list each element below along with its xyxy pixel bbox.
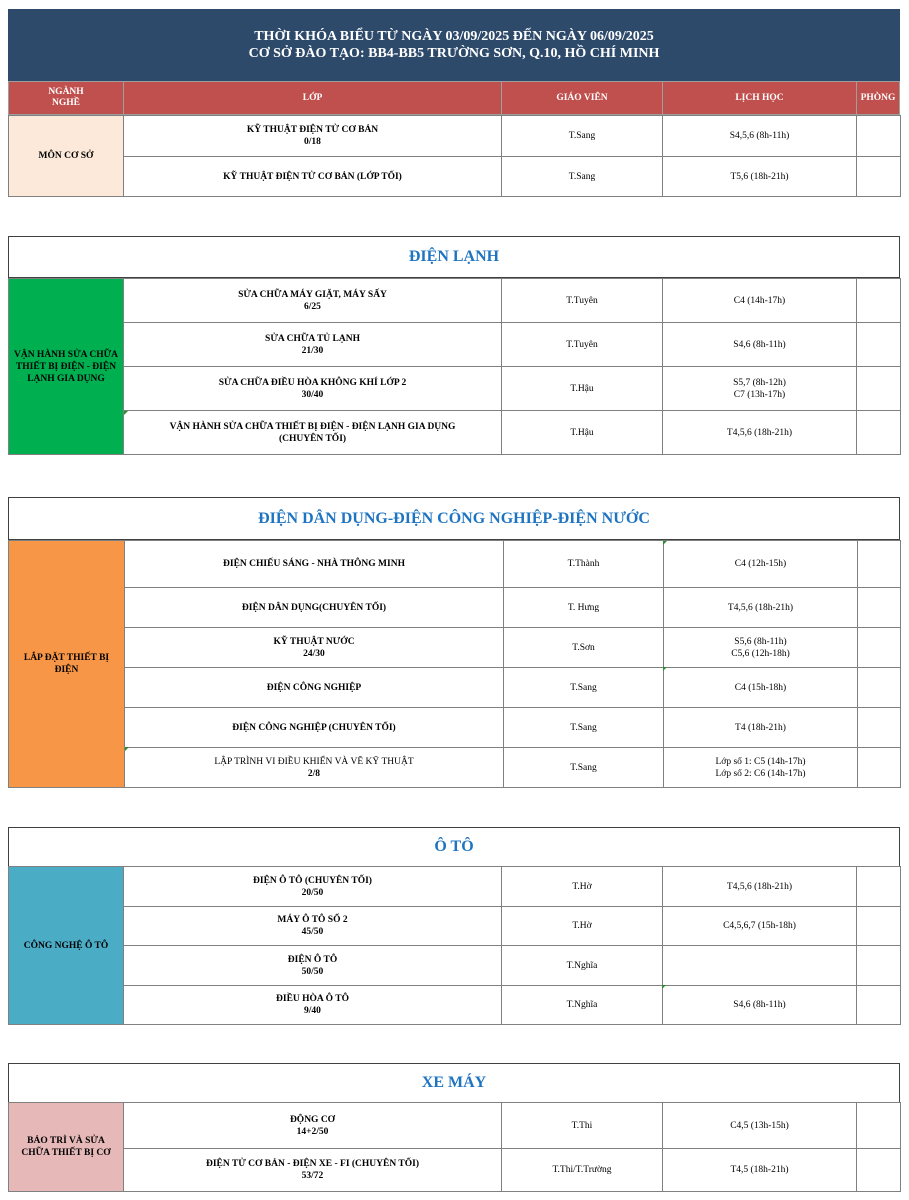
table-row [9, 668, 901, 708]
schedule-cell [663, 1103, 857, 1149]
schedule-cell [663, 116, 857, 157]
schedule-cell [664, 628, 858, 668]
table-dien-lanh [8, 278, 901, 455]
class-count: 50/50 [301, 966, 324, 977]
teacher-cell: T.Sang [504, 708, 664, 748]
table-mon-co-so [8, 115, 901, 197]
schedule-line: S4,6 (8h-11h) [733, 1000, 786, 1010]
class-name: SỬA CHỮA MÁY GIẶT, MÁY SẤY [238, 289, 387, 300]
room-cell [858, 588, 901, 628]
table-row [9, 541, 901, 588]
table-row [9, 367, 901, 411]
room-cell [857, 411, 901, 455]
teacher-cell: T.Hậu [502, 411, 663, 455]
teacher-cell: T.Sang [504, 748, 664, 788]
section-title-dien-lanh: ĐIỆN LẠNH [8, 236, 900, 278]
cell-comment-marker [125, 747, 129, 751]
schedule-cell [664, 748, 858, 788]
class-name: SỬA CHỮA ĐIỀU HÒA KHÔNG KHÍ LỚP 2 [218, 377, 407, 388]
room-cell [857, 1149, 901, 1192]
schedule-cell [664, 708, 858, 748]
schedule-line: S4,5,6 (8h-11h) [729, 131, 790, 141]
table-row [9, 748, 901, 788]
class-name: VẬN HÀNH SỬA CHỮA THIẾT BỊ ĐIỆN - ĐIỆN LẠNH GIA DỤNG [169, 421, 456, 432]
schedule-line: Lớp số 1: C5 (14h-17h) [715, 756, 806, 767]
schedule-cell [663, 323, 857, 367]
table-row [9, 588, 901, 628]
schedule-line: C4,5,6,7 (15h-18h) [723, 921, 796, 931]
class-count: 6/25 [304, 301, 321, 312]
column-header-nganh-line2: NGHỀ [52, 98, 80, 108]
category-cell: CÔNG NGHỆ Ô TÔ [9, 867, 124, 1025]
schedule-line: T4,5 (18h-21h) [730, 1165, 789, 1175]
schedule-cell [664, 588, 858, 628]
schedule-line: C4 (14h-17h) [733, 295, 786, 306]
class-count: 45/50 [301, 927, 324, 937]
schedule-line: S4,6 (8h-11h) [733, 339, 786, 350]
schedule-line: S5,7 (8h-12h) [733, 377, 786, 388]
class-count: 30/40 [301, 389, 324, 400]
table-row [9, 708, 901, 748]
teacher-cell: T.Sang [504, 668, 664, 708]
teacher-cell: T.Sang [502, 157, 663, 197]
teacher-cell: T.Thành [504, 541, 664, 588]
category-cell: MÔN CƠ SỞ [9, 116, 124, 197]
teacher-cell: T. Hưng [504, 588, 664, 628]
class-count: 21/30 [301, 345, 324, 356]
class-cell [124, 867, 502, 907]
class-cell [124, 1149, 502, 1192]
class-cell [124, 323, 502, 367]
table-row [9, 116, 901, 157]
class-name: KỸ THUẬT ĐIỆN TỬ CƠ BẢN [246, 125, 379, 135]
column-header-lop: LỚP [123, 81, 502, 115]
class-name: ĐIỆN CHIẾU SÁNG - NHÀ THÔNG MINH [223, 559, 405, 569]
schedule-line: T4,5,6 (18h-21h) [726, 881, 793, 892]
schedule-line-2: C5,6 (12h-18h) [731, 648, 790, 659]
column-header-nganh-line1: NGÀNH [48, 87, 84, 97]
class-name: KỸ THUẬT ĐIỆN TỬ CƠ BẢN (LỚP TỐI) [223, 171, 402, 182]
section-title-dien-dan-dung: ĐIỆN DÂN DỤNG-ĐIỆN CÔNG NGHIỆP-ĐIỆN NƯỚC [8, 497, 900, 540]
room-cell [857, 157, 901, 197]
class-name: SỬA CHỮA TỦ LẠNH [265, 333, 360, 344]
class-name: MÁY Ô TÔ SỐ 2 [277, 915, 348, 925]
table-o-to [8, 866, 901, 1025]
schedule-cell [663, 946, 857, 986]
class-cell [125, 628, 504, 668]
class-cell [124, 116, 502, 157]
class-count: 2/8 [307, 768, 321, 779]
cell-comment-marker [663, 667, 667, 671]
schedule-line: S5,6 (8h-11h) [734, 636, 787, 647]
schedule-cell [663, 411, 857, 455]
schedule-cell [663, 867, 857, 907]
schedule-line-2: Lớp số 2: C6 (14h-17h) [715, 768, 806, 779]
class-count: 9/40 [304, 1006, 321, 1016]
class-cell [125, 588, 504, 628]
column-header-lichhoc: LỊCH HỌC [662, 81, 857, 115]
class-count: (CHUYÊN TỐI) [278, 433, 347, 444]
teacher-cell: T.Hờ [502, 867, 663, 907]
class-name: ĐỘNG CƠ [289, 1114, 336, 1125]
class-cell [124, 279, 502, 323]
table-row [9, 157, 901, 197]
header-location: CƠ SỞ ĐÀO TẠO: BB4-BB5 TRƯỜNG SƠN, Q.10, HỒ CHÍ MINH [248, 46, 660, 61]
schedule-line: T4,5,6 (18h-21h) [727, 602, 794, 613]
category-cell: VẬN HÀNH SỬA CHỮA THIẾT BỊ ĐIỆN - ĐIỆN LẠNH GIA DỤNG [9, 279, 124, 455]
schedule-line: T5,6 (18h-21h) [730, 171, 789, 182]
cell-comment-marker [663, 541, 667, 545]
column-header-nganh [8, 81, 124, 115]
teacher-cell: T.Hờ [502, 907, 663, 946]
room-cell [857, 116, 901, 157]
schedule-line-2: C7 (13h-17h) [733, 389, 786, 400]
teacher-cell: T.Hậu [502, 367, 663, 411]
teacher-cell: T.Thi [502, 1103, 663, 1149]
class-cell [124, 157, 502, 197]
table-dien-dan-dung [8, 540, 901, 788]
class-cell [125, 541, 504, 588]
class-count: 14+2/50 [296, 1126, 329, 1137]
table-row [9, 867, 901, 907]
class-count: 20/50 [301, 887, 324, 898]
class-name: ĐIỀU HÒA Ô TÔ [276, 994, 349, 1004]
table-row [9, 946, 901, 986]
table-row [9, 411, 901, 455]
table-row [9, 907, 901, 946]
schedule-line: T4 (18h-21h) [735, 722, 786, 733]
schedule-cell [663, 157, 857, 197]
room-cell [857, 867, 901, 907]
section-title-xe-may: XE MÁY [8, 1063, 900, 1103]
schedule-line: C4,5 (13h-15h) [730, 1120, 789, 1131]
table-row [9, 279, 901, 323]
class-cell [124, 367, 502, 411]
class-name: ĐIỆN DÂN DỤNG(CHUYÊN TỐI) [241, 602, 387, 613]
class-cell [124, 1103, 502, 1149]
room-cell [858, 628, 901, 668]
table-row [9, 1103, 901, 1149]
schedule-cell [664, 541, 858, 588]
class-name: ĐIỆN Ô TÔ [287, 954, 338, 965]
schedule-cell [663, 367, 857, 411]
teacher-cell: T.Tuyên [502, 323, 663, 367]
schedule-line: C4 (12h-15h) [734, 559, 787, 569]
schedule-cell [664, 668, 858, 708]
category-cell: BẢO TRÌ VÀ SỬA CHỮA THIẾT BỊ CƠ [9, 1103, 124, 1192]
room-cell [858, 541, 901, 588]
class-count: 24/30 [303, 648, 325, 659]
teacher-cell: T.Sơn [504, 628, 664, 668]
room-cell [857, 367, 901, 411]
room-cell [858, 748, 901, 788]
teacher-cell: T.Nghĩa [502, 986, 663, 1025]
room-cell [858, 708, 901, 748]
table-row [9, 986, 901, 1025]
room-cell [857, 279, 901, 323]
class-name: KỸ THUẬT NƯỚC [273, 636, 355, 647]
schedule-cell [663, 1149, 857, 1192]
table-row [9, 1149, 901, 1192]
room-cell [857, 946, 901, 986]
class-cell [125, 748, 504, 788]
header-title: THỜI KHÓA BIỂU TỪ NGÀY 03/09/2025 ĐẾN NGÀY 06/09/2025 [254, 29, 654, 44]
schedule-cell [663, 907, 857, 946]
cell-comment-marker [662, 985, 666, 989]
class-count: 53/72 [301, 1171, 324, 1181]
class-name: ĐIỆN CÔNG NGHIỆP (CHUYÊN TỐI) [232, 722, 396, 733]
teacher-cell: T.Thi/T.Trường [502, 1149, 663, 1192]
schedule-line: T4,5,6 (18h-21h) [726, 427, 793, 438]
cell-comment-marker [124, 411, 128, 415]
schedule-cell [663, 986, 857, 1025]
schedule-cell [663, 279, 857, 323]
room-cell [858, 668, 901, 708]
room-cell [857, 323, 901, 367]
class-name: ĐIỆN CÔNG NGHIỆP [266, 682, 362, 693]
class-name: ĐIỆN Ô TÔ (CHUYÊN TỐI) [253, 875, 372, 886]
category-cell: LẮP ĐẶT THIẾT BỊ ĐIỆN [9, 541, 125, 788]
class-cell [124, 411, 502, 455]
class-count: 0/18 [304, 137, 321, 147]
teacher-cell: T.Tuyên [502, 279, 663, 323]
class-name: LẬP TRÌNH VI ĐIỀU KHIỂN VÀ VẼ KỸ THUẬT [214, 756, 414, 767]
table-row [9, 323, 901, 367]
class-cell [124, 946, 502, 986]
class-cell [124, 907, 502, 946]
class-cell [125, 668, 504, 708]
teacher-cell: T.Sang [502, 116, 663, 157]
class-name: ĐIỆN TỬ CƠ BẢN - ĐIỆN XE - FI (CHUYÊN TỐI) [205, 1159, 420, 1169]
column-header-phong: PHÒNG [856, 81, 900, 115]
column-header-giaovien: GIÁO VIÊN [501, 81, 663, 115]
room-cell [857, 907, 901, 946]
schedule-line: C4 (15h-18h) [734, 682, 787, 693]
room-cell [857, 986, 901, 1025]
room-cell [857, 1103, 901, 1149]
section-title-o-to: Ô TÔ [8, 827, 900, 867]
schedule-header [8, 9, 900, 81]
table-xe-may [8, 1102, 901, 1192]
class-cell [125, 708, 504, 748]
table-row [9, 628, 901, 668]
teacher-cell: T.Nghĩa [502, 946, 663, 986]
class-cell [124, 986, 502, 1025]
